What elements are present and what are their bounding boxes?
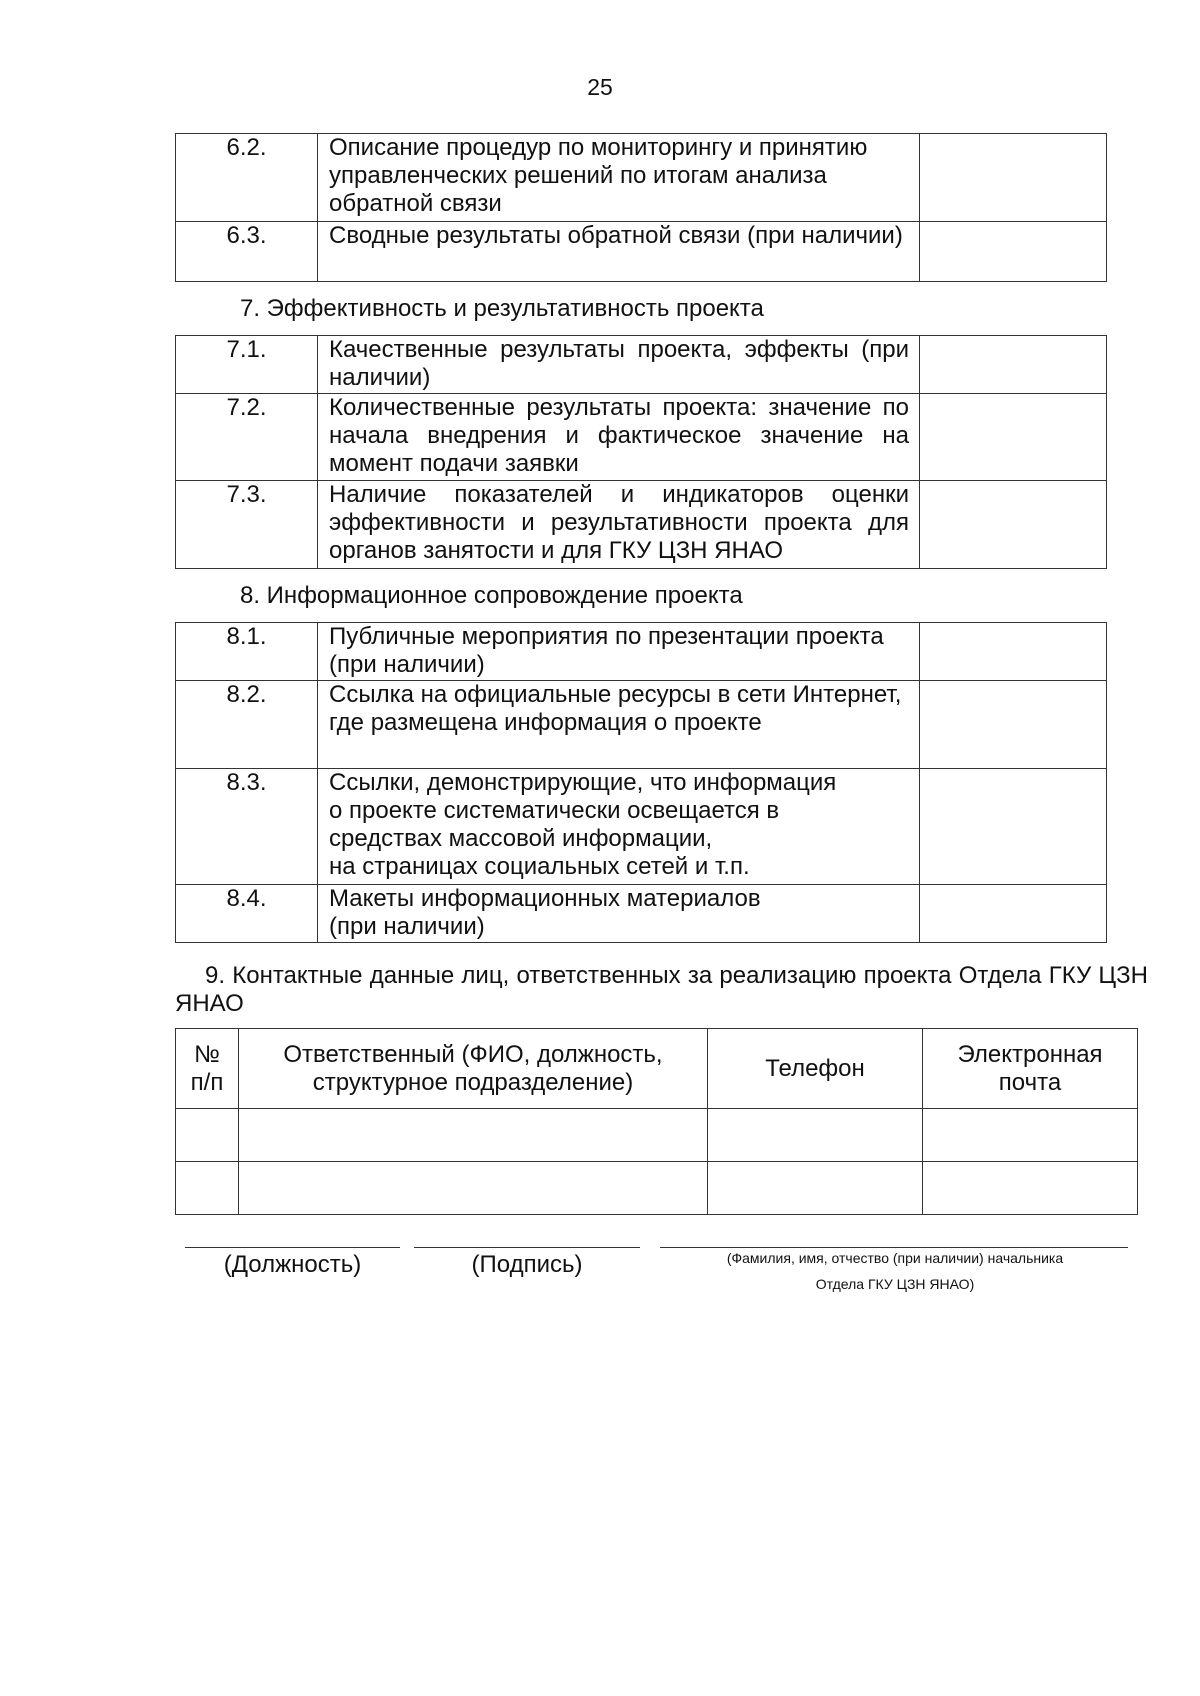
header-email-line: Электронная <box>957 1040 1103 1068</box>
signature-label: (Подпись) <box>471 1251 583 1278</box>
row-description: Качественные результаты проекта, эффекты (при наличии) <box>318 336 920 394</box>
row-description-line: Макеты информационных материалов <box>329 885 761 912</box>
row-number: 6.3. <box>176 222 318 282</box>
row-value-cell <box>920 222 1107 282</box>
table-row <box>176 885 1107 943</box>
row-description: Сводные результаты обратной связи (при наличии) <box>318 222 920 282</box>
table-row <box>176 1109 1138 1162</box>
row-description <box>318 769 920 885</box>
cell-phone <box>708 1162 923 1215</box>
name-label <box>650 1249 1140 1293</box>
page-number: 25 <box>587 74 613 100</box>
row-description: Количественные результаты проекта: значение по начала внедрения и фактическое значение на момент подачи заявки <box>318 394 920 481</box>
cell-responsible <box>239 1162 708 1215</box>
table-row <box>176 222 1107 282</box>
row-value-cell <box>920 336 1107 394</box>
table-section-7 <box>175 335 1107 569</box>
row-value-cell <box>920 681 1107 769</box>
table-row <box>176 623 1107 681</box>
name-line <box>660 1247 1128 1248</box>
table-section-6 <box>175 133 1107 282</box>
row-description: Наличие показателей и индикаторов оценки эффективности и результативности проекта для органов занятости и для ГКУ ЦЗН ЯНАО <box>318 481 920 569</box>
table-row <box>176 134 1107 222</box>
header-responsible-line: структурное подразделение) <box>312 1068 634 1096</box>
row-number: 8.2. <box>176 681 318 769</box>
header-phone: Телефон <box>708 1029 923 1109</box>
header-number-line: п/п <box>190 1068 224 1096</box>
position-line <box>185 1247 400 1248</box>
signature-line <box>414 1247 640 1248</box>
row-value-cell <box>920 481 1107 569</box>
cell-number <box>176 1162 239 1215</box>
row-description: Публичные мероприятия по презентации проекта (при наличии) <box>318 623 920 681</box>
row-value-cell <box>920 769 1107 885</box>
row-number: 7.2. <box>176 394 318 481</box>
position-label: (Должность) <box>223 1251 362 1278</box>
name-label-line: (Фамилия, имя, отчество (при наличии) начальника <box>726 1250 1064 1266</box>
row-description: Описание процедур по мониторингу и принятию управленческих решений по итогам анализа обратной связи <box>318 134 920 222</box>
header-responsible-line: Ответственный (ФИО, должность, <box>283 1040 663 1068</box>
row-number: 8.4. <box>176 885 318 943</box>
row-description-line: на страницах социальных сетей и т.п. <box>329 853 750 880</box>
name-label-line: Отдела ГКУ ЦЗН ЯНАО) <box>815 1276 975 1292</box>
table-row <box>176 681 1107 769</box>
cell-email <box>923 1109 1138 1162</box>
row-description: Ссылка на официальные ресурсы в сети Интернет, где размещена информация о проекте <box>318 681 920 769</box>
header-email-line: почта <box>998 1068 1062 1096</box>
table-row <box>176 394 1107 481</box>
row-number: 8.1. <box>176 623 318 681</box>
table-section-8 <box>175 622 1107 943</box>
table-row <box>176 769 1107 885</box>
row-number: 6.2. <box>176 134 318 222</box>
row-value-cell <box>920 394 1107 481</box>
header-number-line: № <box>194 1040 220 1068</box>
table-row <box>176 481 1107 569</box>
row-number: 7.3. <box>176 481 318 569</box>
section-7-title: 7. Эффективность и результативность проекта <box>240 295 764 322</box>
table-row <box>176 336 1107 394</box>
contacts-table <box>175 1028 1138 1215</box>
section-8-title: 8. Информационное сопровождение проекта <box>240 582 743 609</box>
row-value-cell <box>920 885 1107 943</box>
section-9-title: 9. Контактные данные лиц, ответственных за реализацию проекта Отдела ГКУ ЦЗН ЯНАО <box>175 962 1148 1017</box>
table-header-row <box>176 1029 1138 1109</box>
cell-responsible <box>239 1109 708 1162</box>
header-number <box>176 1029 239 1109</box>
cell-number <box>176 1109 239 1162</box>
header-responsible <box>239 1029 708 1109</box>
row-value-cell <box>920 134 1107 222</box>
row-description-line: о проекте систематически освещается в <box>329 797 780 824</box>
row-description-line: (при наличии) <box>329 913 485 940</box>
row-number: 7.1. <box>176 336 318 394</box>
row-description-line: средствах массовой информации, <box>329 825 713 852</box>
row-description-line: Ссылки, демонстрирующие, что информация <box>329 769 837 796</box>
table-row <box>176 1162 1138 1215</box>
row-value-cell <box>920 623 1107 681</box>
row-description <box>318 885 920 943</box>
row-number: 8.3. <box>176 769 318 885</box>
cell-email <box>923 1162 1138 1215</box>
cell-phone <box>708 1109 923 1162</box>
header-email <box>923 1029 1138 1109</box>
